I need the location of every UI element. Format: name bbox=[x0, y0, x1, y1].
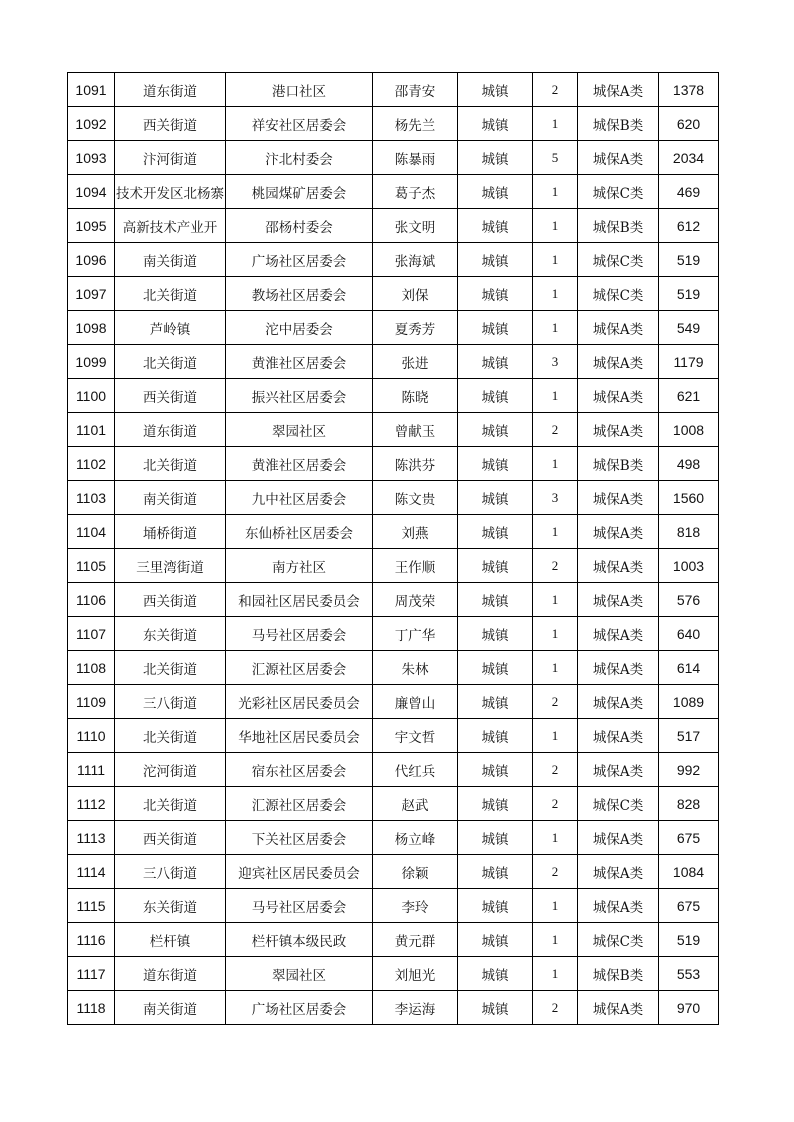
cell-street-office: 三里湾街道 bbox=[115, 549, 226, 583]
cell-community: 迎宾社区居民委员会 bbox=[226, 855, 373, 889]
cell-area-type: 城镇 bbox=[458, 141, 533, 175]
table-row bbox=[68, 787, 719, 821]
cell-street-office: 南关街道 bbox=[115, 991, 226, 1025]
cell-amount: 675 bbox=[659, 821, 719, 855]
cell-name: 邵青安 bbox=[373, 73, 458, 107]
table-row bbox=[68, 719, 719, 753]
cell-record-number: 1105 bbox=[68, 549, 115, 583]
cell-record-number: 1110 bbox=[68, 719, 115, 753]
cell-amount: 970 bbox=[659, 991, 719, 1025]
cell-household-size: 1 bbox=[533, 617, 578, 651]
cell-household-size: 3 bbox=[533, 345, 578, 379]
cell-community: 振兴社区居委会 bbox=[226, 379, 373, 413]
table-row bbox=[68, 991, 719, 1025]
cell-insurance-category: 城保B类 bbox=[578, 447, 659, 481]
cell-household-size: 2 bbox=[533, 685, 578, 719]
cell-community: 马号社区居委会 bbox=[226, 889, 373, 923]
cell-insurance-category: 城保C类 bbox=[578, 277, 659, 311]
cell-area-type: 城镇 bbox=[458, 753, 533, 787]
cell-area-type: 城镇 bbox=[458, 719, 533, 753]
cell-street-office: 三八街道 bbox=[115, 685, 226, 719]
cell-community: 沱中居委会 bbox=[226, 311, 373, 345]
cell-amount: 2034 bbox=[659, 141, 719, 175]
cell-record-number: 1113 bbox=[68, 821, 115, 855]
cell-household-size: 1 bbox=[533, 379, 578, 413]
cell-household-size: 1 bbox=[533, 243, 578, 277]
cell-community: 黄淮社区居委会 bbox=[226, 345, 373, 379]
cell-area-type: 城镇 bbox=[458, 107, 533, 141]
cell-amount: 549 bbox=[659, 311, 719, 345]
cell-household-size: 2 bbox=[533, 549, 578, 583]
cell-area-type: 城镇 bbox=[458, 923, 533, 957]
cell-name: 陈文贵 bbox=[373, 481, 458, 515]
table-row bbox=[68, 957, 719, 991]
table-row bbox=[68, 821, 719, 855]
cell-name: 夏秀芳 bbox=[373, 311, 458, 345]
cell-amount: 1084 bbox=[659, 855, 719, 889]
table-body bbox=[68, 73, 719, 1025]
cell-name: 杨立峰 bbox=[373, 821, 458, 855]
cell-household-size: 1 bbox=[533, 583, 578, 617]
cell-amount: 818 bbox=[659, 515, 719, 549]
cell-household-size: 1 bbox=[533, 957, 578, 991]
cell-record-number: 1108 bbox=[68, 651, 115, 685]
cell-record-number: 1104 bbox=[68, 515, 115, 549]
table-row bbox=[68, 209, 719, 243]
cell-insurance-category: 城保B类 bbox=[578, 209, 659, 243]
cell-amount: 1003 bbox=[659, 549, 719, 583]
cell-area-type: 城镇 bbox=[458, 243, 533, 277]
cell-amount: 576 bbox=[659, 583, 719, 617]
cell-amount: 519 bbox=[659, 277, 719, 311]
cell-name: 陈暴雨 bbox=[373, 141, 458, 175]
cell-name: 宇文哲 bbox=[373, 719, 458, 753]
cell-area-type: 城镇 bbox=[458, 855, 533, 889]
cell-area-type: 城镇 bbox=[458, 73, 533, 107]
cell-insurance-category: 城保A类 bbox=[578, 73, 659, 107]
cell-name: 李运海 bbox=[373, 991, 458, 1025]
cell-household-size: 1 bbox=[533, 107, 578, 141]
cell-amount: 498 bbox=[659, 447, 719, 481]
cell-name: 曾献玉 bbox=[373, 413, 458, 447]
cell-street-office: 道东街道 bbox=[115, 957, 226, 991]
cell-name: 刘旭光 bbox=[373, 957, 458, 991]
cell-area-type: 城镇 bbox=[458, 549, 533, 583]
cell-insurance-category: 城保A类 bbox=[578, 515, 659, 549]
cell-insurance-category: 城保A类 bbox=[578, 141, 659, 175]
table-row bbox=[68, 583, 719, 617]
cell-area-type: 城镇 bbox=[458, 617, 533, 651]
cell-community: 港口社区 bbox=[226, 73, 373, 107]
cell-household-size: 2 bbox=[533, 73, 578, 107]
cell-household-size: 1 bbox=[533, 651, 578, 685]
cell-street-office: 北关街道 bbox=[115, 345, 226, 379]
cell-street-office: 汴河街道 bbox=[115, 141, 226, 175]
table-row bbox=[68, 753, 719, 787]
cell-record-number: 1109 bbox=[68, 685, 115, 719]
cell-record-number: 1098 bbox=[68, 311, 115, 345]
cell-area-type: 城镇 bbox=[458, 957, 533, 991]
cell-household-size: 1 bbox=[533, 719, 578, 753]
cell-household-size: 1 bbox=[533, 209, 578, 243]
cell-amount: 1008 bbox=[659, 413, 719, 447]
cell-record-number: 1097 bbox=[68, 277, 115, 311]
cell-insurance-category: 城保A类 bbox=[578, 311, 659, 345]
cell-record-number: 1094 bbox=[68, 175, 115, 209]
cell-name: 李玲 bbox=[373, 889, 458, 923]
cell-insurance-category: 城保A类 bbox=[578, 549, 659, 583]
cell-name: 刘燕 bbox=[373, 515, 458, 549]
cell-street-office: 三八街道 bbox=[115, 855, 226, 889]
beneficiary-table bbox=[67, 72, 719, 1025]
cell-community: 汇源社区居委会 bbox=[226, 787, 373, 821]
cell-amount: 517 bbox=[659, 719, 719, 753]
cell-community: 祥安社区居委会 bbox=[226, 107, 373, 141]
cell-area-type: 城镇 bbox=[458, 515, 533, 549]
cell-name: 陈晓 bbox=[373, 379, 458, 413]
cell-household-size: 2 bbox=[533, 787, 578, 821]
cell-insurance-category: 城保A类 bbox=[578, 583, 659, 617]
cell-record-number: 1115 bbox=[68, 889, 115, 923]
cell-street-office: 芦岭镇 bbox=[115, 311, 226, 345]
table-row bbox=[68, 73, 719, 107]
cell-name: 朱林 bbox=[373, 651, 458, 685]
cell-name: 张海斌 bbox=[373, 243, 458, 277]
cell-area-type: 城镇 bbox=[458, 175, 533, 209]
cell-street-office: 北关街道 bbox=[115, 447, 226, 481]
table-row bbox=[68, 515, 719, 549]
cell-name: 丁广华 bbox=[373, 617, 458, 651]
cell-street-office: 南关街道 bbox=[115, 243, 226, 277]
cell-record-number: 1093 bbox=[68, 141, 115, 175]
cell-household-size: 3 bbox=[533, 481, 578, 515]
cell-street-office: 高新技术产业开 bbox=[115, 209, 226, 243]
cell-community: 东仙桥社区居委会 bbox=[226, 515, 373, 549]
cell-insurance-category: 城保C类 bbox=[578, 787, 659, 821]
cell-household-size: 1 bbox=[533, 821, 578, 855]
cell-record-number: 1106 bbox=[68, 583, 115, 617]
cell-insurance-category: 城保A类 bbox=[578, 889, 659, 923]
cell-amount: 640 bbox=[659, 617, 719, 651]
cell-insurance-category: 城保A类 bbox=[578, 345, 659, 379]
cell-insurance-category: 城保A类 bbox=[578, 719, 659, 753]
cell-amount: 612 bbox=[659, 209, 719, 243]
cell-area-type: 城镇 bbox=[458, 345, 533, 379]
table-row bbox=[68, 889, 719, 923]
cell-record-number: 1091 bbox=[68, 73, 115, 107]
cell-area-type: 城镇 bbox=[458, 991, 533, 1025]
cell-household-size: 5 bbox=[533, 141, 578, 175]
table-row bbox=[68, 923, 719, 957]
cell-name: 陈洪芬 bbox=[373, 447, 458, 481]
cell-insurance-category: 城保B类 bbox=[578, 107, 659, 141]
table-row bbox=[68, 107, 719, 141]
cell-insurance-category: 城保A类 bbox=[578, 481, 659, 515]
cell-area-type: 城镇 bbox=[458, 277, 533, 311]
cell-street-office: 北关街道 bbox=[115, 719, 226, 753]
cell-insurance-category: 城保A类 bbox=[578, 855, 659, 889]
cell-insurance-category: 城保C类 bbox=[578, 175, 659, 209]
cell-community: 广场社区居委会 bbox=[226, 991, 373, 1025]
cell-name: 廉曾山 bbox=[373, 685, 458, 719]
cell-street-office: 埇桥街道 bbox=[115, 515, 226, 549]
cell-community: 下关社区居委会 bbox=[226, 821, 373, 855]
cell-street-office: 南关街道 bbox=[115, 481, 226, 515]
cell-community: 九中社区居委会 bbox=[226, 481, 373, 515]
cell-community: 汴北村委会 bbox=[226, 141, 373, 175]
cell-household-size: 1 bbox=[533, 447, 578, 481]
cell-street-office: 栏杆镇 bbox=[115, 923, 226, 957]
cell-street-office: 西关街道 bbox=[115, 583, 226, 617]
cell-record-number: 1107 bbox=[68, 617, 115, 651]
cell-amount: 1089 bbox=[659, 685, 719, 719]
cell-name: 黄元群 bbox=[373, 923, 458, 957]
table-row bbox=[68, 481, 719, 515]
cell-street-office: 北关街道 bbox=[115, 787, 226, 821]
cell-name: 王作顺 bbox=[373, 549, 458, 583]
cell-record-number: 1102 bbox=[68, 447, 115, 481]
cell-area-type: 城镇 bbox=[458, 447, 533, 481]
table-row bbox=[68, 549, 719, 583]
cell-record-number: 1117 bbox=[68, 957, 115, 991]
cell-record-number: 1103 bbox=[68, 481, 115, 515]
table-row bbox=[68, 141, 719, 175]
cell-name: 赵武 bbox=[373, 787, 458, 821]
cell-name: 徐颖 bbox=[373, 855, 458, 889]
cell-area-type: 城镇 bbox=[458, 685, 533, 719]
cell-amount: 553 bbox=[659, 957, 719, 991]
cell-insurance-category: 城保A类 bbox=[578, 413, 659, 447]
table-row bbox=[68, 685, 719, 719]
cell-area-type: 城镇 bbox=[458, 651, 533, 685]
cell-insurance-category: 城保B类 bbox=[578, 957, 659, 991]
cell-insurance-category: 城保A类 bbox=[578, 991, 659, 1025]
cell-area-type: 城镇 bbox=[458, 413, 533, 447]
cell-area-type: 城镇 bbox=[458, 209, 533, 243]
table-row bbox=[68, 243, 719, 277]
cell-community: 和园社区居民委员会 bbox=[226, 583, 373, 617]
cell-household-size: 1 bbox=[533, 515, 578, 549]
cell-household-size: 2 bbox=[533, 991, 578, 1025]
cell-area-type: 城镇 bbox=[458, 481, 533, 515]
cell-street-office: 西关街道 bbox=[115, 107, 226, 141]
cell-record-number: 1111 bbox=[68, 753, 115, 787]
cell-amount: 992 bbox=[659, 753, 719, 787]
cell-insurance-category: 城保C类 bbox=[578, 243, 659, 277]
cell-name: 张文明 bbox=[373, 209, 458, 243]
cell-community: 华地社区居民委员会 bbox=[226, 719, 373, 753]
table-row bbox=[68, 345, 719, 379]
cell-name: 刘保 bbox=[373, 277, 458, 311]
cell-amount: 828 bbox=[659, 787, 719, 821]
cell-household-size: 2 bbox=[533, 753, 578, 787]
cell-community: 翠园社区 bbox=[226, 413, 373, 447]
cell-community: 马号社区居委会 bbox=[226, 617, 373, 651]
cell-street-office: 西关街道 bbox=[115, 821, 226, 855]
cell-household-size: 2 bbox=[533, 855, 578, 889]
cell-community: 黄淮社区居委会 bbox=[226, 447, 373, 481]
cell-community: 教场社区居委会 bbox=[226, 277, 373, 311]
cell-street-office: 道东街道 bbox=[115, 73, 226, 107]
cell-insurance-category: 城保A类 bbox=[578, 685, 659, 719]
cell-street-office: 西关街道 bbox=[115, 379, 226, 413]
cell-name: 代红兵 bbox=[373, 753, 458, 787]
cell-amount: 519 bbox=[659, 923, 719, 957]
cell-street-office: 北关街道 bbox=[115, 277, 226, 311]
cell-area-type: 城镇 bbox=[458, 311, 533, 345]
cell-street-office: 沱河街道 bbox=[115, 753, 226, 787]
cell-record-number: 1096 bbox=[68, 243, 115, 277]
cell-household-size: 1 bbox=[533, 311, 578, 345]
cell-community: 光彩社区居民委员会 bbox=[226, 685, 373, 719]
cell-street-office: 道东街道 bbox=[115, 413, 226, 447]
cell-community: 翠园社区 bbox=[226, 957, 373, 991]
cell-household-size: 1 bbox=[533, 889, 578, 923]
cell-record-number: 1112 bbox=[68, 787, 115, 821]
cell-record-number: 1092 bbox=[68, 107, 115, 141]
cell-household-size: 2 bbox=[533, 413, 578, 447]
cell-amount: 675 bbox=[659, 889, 719, 923]
cell-amount: 1378 bbox=[659, 73, 719, 107]
cell-community: 栏杆镇本级民政 bbox=[226, 923, 373, 957]
table-row bbox=[68, 175, 719, 209]
cell-name: 葛子杰 bbox=[373, 175, 458, 209]
cell-amount: 1179 bbox=[659, 345, 719, 379]
cell-street-office: 北关街道 bbox=[115, 651, 226, 685]
cell-record-number: 1095 bbox=[68, 209, 115, 243]
cell-street-office: 东关街道 bbox=[115, 889, 226, 923]
cell-amount: 621 bbox=[659, 379, 719, 413]
cell-insurance-category: 城保A类 bbox=[578, 821, 659, 855]
table-row bbox=[68, 617, 719, 651]
cell-area-type: 城镇 bbox=[458, 821, 533, 855]
cell-insurance-category: 城保A类 bbox=[578, 379, 659, 413]
cell-name: 周茂荣 bbox=[373, 583, 458, 617]
cell-household-size: 1 bbox=[533, 923, 578, 957]
cell-amount: 614 bbox=[659, 651, 719, 685]
table-row bbox=[68, 651, 719, 685]
cell-street-office: 东关街道 bbox=[115, 617, 226, 651]
cell-amount: 469 bbox=[659, 175, 719, 209]
table-row bbox=[68, 447, 719, 481]
table-row bbox=[68, 379, 719, 413]
cell-insurance-category: 城保A类 bbox=[578, 651, 659, 685]
cell-community: 邵杨村委会 bbox=[226, 209, 373, 243]
cell-area-type: 城镇 bbox=[458, 889, 533, 923]
table-row bbox=[68, 311, 719, 345]
cell-community: 桃园煤矿居委会 bbox=[226, 175, 373, 209]
table-row bbox=[68, 277, 719, 311]
cell-name: 杨先兰 bbox=[373, 107, 458, 141]
cell-community: 南方社区 bbox=[226, 549, 373, 583]
cell-record-number: 1116 bbox=[68, 923, 115, 957]
cell-record-number: 1101 bbox=[68, 413, 115, 447]
cell-name: 张进 bbox=[373, 345, 458, 379]
cell-area-type: 城镇 bbox=[458, 583, 533, 617]
cell-street-office: 技术开发区北杨寨 bbox=[115, 175, 226, 209]
table-row bbox=[68, 855, 719, 889]
cell-record-number: 1114 bbox=[68, 855, 115, 889]
cell-amount: 519 bbox=[659, 243, 719, 277]
cell-record-number: 1100 bbox=[68, 379, 115, 413]
cell-community: 广场社区居委会 bbox=[226, 243, 373, 277]
table-row bbox=[68, 413, 719, 447]
cell-record-number: 1118 bbox=[68, 991, 115, 1025]
cell-area-type: 城镇 bbox=[458, 379, 533, 413]
cell-insurance-category: 城保C类 bbox=[578, 923, 659, 957]
cell-insurance-category: 城保A类 bbox=[578, 617, 659, 651]
cell-area-type: 城镇 bbox=[458, 787, 533, 821]
cell-amount: 620 bbox=[659, 107, 719, 141]
cell-record-number: 1099 bbox=[68, 345, 115, 379]
cell-community: 宿东社区居委会 bbox=[226, 753, 373, 787]
cell-household-size: 1 bbox=[533, 277, 578, 311]
cell-household-size: 1 bbox=[533, 175, 578, 209]
cell-insurance-category: 城保A类 bbox=[578, 753, 659, 787]
cell-community: 汇源社区居委会 bbox=[226, 651, 373, 685]
cell-amount: 1560 bbox=[659, 481, 719, 515]
